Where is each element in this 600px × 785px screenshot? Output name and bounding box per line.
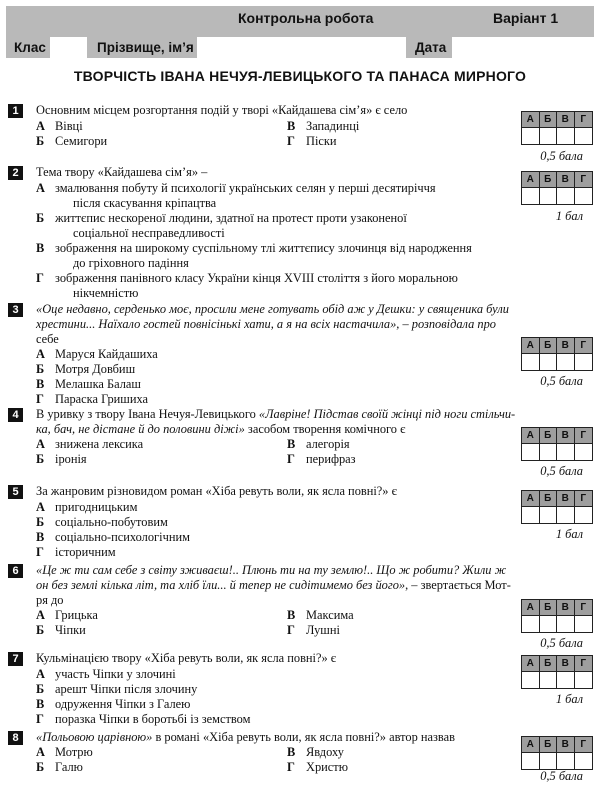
option-d: Г Параска Гришиха	[36, 392, 148, 406]
option-d: Г зображення панівного класу України кінця XVIII століття з його моральною	[36, 271, 458, 285]
answer-cell[interactable]	[557, 444, 575, 460]
points-label: 0,5 бала	[540, 374, 583, 388]
option-b: Б Семигори	[36, 134, 108, 148]
option-d: Г поразка Чіпки в боротьбі із земством	[36, 712, 251, 726]
answer-letter: В	[557, 491, 575, 507]
question-text: Кульмінацією твору «Хіба ревуть воли, як ясла повні?» є	[36, 651, 337, 665]
option-b: Б соціально-побутовим	[36, 515, 168, 529]
answer-letter: Б	[540, 656, 558, 672]
answer-grid[interactable]	[521, 490, 593, 524]
option-a: А пригодницьким	[36, 500, 138, 514]
answer-letter: Б	[540, 428, 558, 444]
name-field[interactable]	[197, 37, 406, 59]
answer-cell[interactable]	[540, 128, 558, 144]
answer-letter: Г	[575, 656, 593, 672]
option-b: Б Мотря Довбиш	[36, 362, 136, 376]
answer-cell[interactable]	[540, 507, 558, 523]
answer-cell[interactable]	[557, 188, 575, 204]
answer-letter: Б	[540, 172, 558, 188]
answer-cell[interactable]	[575, 188, 593, 204]
option-a-cont: після скасування кріпацтва	[73, 196, 217, 210]
name-label: Прізвище, ім’я	[97, 40, 194, 55]
question-text: «Це ж ти сам себе з світу зживаєш!.. Плюнь ти на ту землю!.. Що ж робити? Жили ж	[36, 563, 507, 577]
option-c: В Явдоху	[287, 745, 344, 759]
answer-letter: А	[522, 600, 540, 616]
question-text: «Оце недавно, серденько моє, просили мене готувать обід аж у Дешки: у священика були	[36, 302, 509, 316]
answer-cell[interactable]	[540, 672, 558, 688]
date-field[interactable]	[452, 37, 594, 59]
answer-cell[interactable]	[522, 444, 540, 460]
option-b: Б Галю	[36, 760, 83, 774]
answer-grid[interactable]	[521, 171, 593, 205]
section-title: ТВОРЧІСТЬ ІВАНА НЕЧУЯ-ЛЕВИЦЬКОГО ТА ПАНАСА МИРНОГО	[73, 68, 527, 84]
answer-cell[interactable]	[540, 354, 558, 370]
option-b: Б Чіпки	[36, 623, 86, 637]
answer-cell[interactable]	[540, 616, 558, 632]
worksheet-header	[6, 6, 594, 58]
answer-cell[interactable]	[575, 753, 593, 769]
answer-letter: А	[522, 737, 540, 753]
answer-cell[interactable]	[575, 128, 593, 144]
question-text: «Польовою царівною» в романі «Хіба ревуть воли, як ясла повні?» автор назвав	[36, 730, 455, 744]
answer-letter: Г	[575, 172, 593, 188]
option-d-cont: нікчемністю	[73, 286, 139, 300]
answer-cell[interactable]	[522, 188, 540, 204]
answer-letter: Б	[540, 737, 558, 753]
question-number: 7	[8, 652, 23, 666]
answer-grid[interactable]	[521, 427, 593, 461]
option-c: В одруження Чіпки з Галею	[36, 697, 191, 711]
question-text: он без землі кілька літ, та хліб їли... й тепер не сидітимемо без його», – звертається Мот-	[36, 578, 511, 592]
answer-letter: А	[522, 112, 540, 128]
points-label: 1 бал	[555, 209, 583, 223]
question-text: хрестини... Наїхало гостей повнісінькі хати, а я на всіх настачила», – розповідала про	[36, 317, 496, 331]
option-d: Г історичним	[36, 545, 116, 559]
answer-cell[interactable]	[522, 128, 540, 144]
option-a: А участь Чіпки у злочині	[36, 667, 176, 681]
question-number: 5	[8, 485, 23, 499]
answer-cell[interactable]	[557, 128, 575, 144]
option-d: Г Лушні	[287, 623, 340, 637]
answer-letter: Б	[540, 112, 558, 128]
answer-letter: В	[557, 656, 575, 672]
question-text: ря до	[36, 593, 64, 607]
answer-cell[interactable]	[575, 507, 593, 523]
question-text: За жанровим різновидом роман «Хіба ревуть воли, як ясла повні?» є	[36, 484, 397, 498]
answer-letter: А	[522, 491, 540, 507]
answer-cell[interactable]	[522, 507, 540, 523]
answer-cell[interactable]	[522, 616, 540, 632]
option-d: Г перифраз	[287, 452, 356, 466]
answer-letter: Г	[575, 112, 593, 128]
option-a: А Мотрю	[36, 745, 93, 759]
answer-cell[interactable]	[557, 616, 575, 632]
points-label: 1 бал	[555, 692, 583, 706]
points-label: 1 бал	[555, 527, 583, 541]
answer-letter: А	[522, 656, 540, 672]
class-field[interactable]	[50, 37, 87, 59]
option-c: В Максима	[287, 608, 354, 622]
answer-letter: Б	[540, 338, 558, 354]
points-label: 0,5 бала	[540, 464, 583, 478]
option-d: Г Христю	[287, 760, 348, 774]
answer-letter: В	[557, 600, 575, 616]
question-text: В уривку з твору Івана Нечуя-Левицького «Лавріне! Підстав своїй жінці під ноги стільчи-	[36, 407, 516, 421]
option-d: Г Піски	[287, 134, 337, 148]
answer-cell[interactable]	[522, 753, 540, 769]
variant-label: Варіант 1	[493, 10, 559, 26]
question-text: ка, бач, не дістане й до половини діжі» засобом творення комічного є	[36, 422, 406, 436]
answer-cell[interactable]	[557, 672, 575, 688]
answer-letter: Б	[540, 600, 558, 616]
points-label: 0,5 бала	[540, 769, 583, 783]
answer-cell[interactable]	[522, 354, 540, 370]
option-a: А Вівці	[36, 119, 83, 133]
answer-letter: Г	[575, 600, 593, 616]
answer-letter: Г	[575, 491, 593, 507]
answer-cell[interactable]	[575, 354, 593, 370]
option-a: А змалювання побуту й психології українських селян у перші десятиріччя	[36, 181, 436, 195]
option-c: В соціально-психологічним	[36, 530, 190, 544]
answer-letter: Б	[540, 491, 558, 507]
answer-cell[interactable]	[557, 507, 575, 523]
answer-cell[interactable]	[557, 354, 575, 370]
answer-letter: В	[557, 338, 575, 354]
option-b: Б арешт Чіпки після злочину	[36, 682, 198, 696]
answer-cell[interactable]	[540, 444, 558, 460]
answer-letter: Г	[575, 338, 593, 354]
points-label: 0,5 бала	[540, 636, 583, 650]
option-b: Б іронія	[36, 452, 87, 466]
answer-grid[interactable]	[521, 337, 593, 371]
answer-cell[interactable]	[557, 753, 575, 769]
answer-cell[interactable]	[575, 672, 593, 688]
option-c: В Мелашка Балаш	[36, 377, 141, 391]
option-c: В алегорія	[287, 437, 350, 451]
answer-grid[interactable]	[521, 599, 593, 633]
worksheet-title: Контрольна робота	[238, 10, 374, 26]
answer-cell[interactable]	[540, 188, 558, 204]
question-text: Тема твору «Кайдашева сім’я» –	[36, 165, 208, 179]
class-label: Клас	[14, 40, 46, 55]
answer-cell[interactable]	[575, 616, 593, 632]
answer-cell[interactable]	[540, 753, 558, 769]
question-number: 8	[8, 731, 23, 745]
answer-letter: Г	[575, 737, 593, 753]
question-number: 4	[8, 408, 23, 422]
answer-grid[interactable]	[521, 736, 593, 770]
option-a: А знижена лексика	[36, 437, 144, 451]
answer-letter: Г	[575, 428, 593, 444]
question-text: Основним місцем розгортання подій у творі «Кайдашева сім’я» є село	[36, 103, 408, 117]
option-b-cont: соціальної несправедливості	[73, 226, 225, 240]
answer-grid[interactable]	[521, 655, 593, 689]
answer-letter: В	[557, 428, 575, 444]
answer-grid[interactable]	[521, 111, 593, 145]
question-number: 6	[8, 564, 23, 578]
answer-letter: В	[557, 737, 575, 753]
answer-letter: А	[522, 172, 540, 188]
answer-letter: А	[522, 428, 540, 444]
option-c: В Западинці	[287, 119, 360, 133]
points-label: 0,5 бала	[540, 149, 583, 163]
option-a: А Грицька	[36, 608, 98, 622]
question-number: 3	[8, 303, 23, 317]
date-label: Дата	[415, 40, 447, 55]
option-b: Б життєпис нескореної людини, здатної на протест проти узаконеної	[36, 211, 407, 225]
answer-letter: А	[522, 338, 540, 354]
answer-cell[interactable]	[575, 444, 593, 460]
option-a: А Маруся Кайдашиха	[36, 347, 158, 361]
question-number: 1	[8, 104, 23, 118]
option-c-cont: до гріховного падіння	[73, 256, 189, 270]
answer-cell[interactable]	[522, 672, 540, 688]
question-number: 2	[8, 166, 23, 180]
answer-letter: В	[557, 112, 575, 128]
question-text: себе	[36, 332, 59, 346]
answer-letter: В	[557, 172, 575, 188]
option-c: В зображення на широкому суспільному тлі життєпису злочинця від народження	[36, 241, 472, 255]
